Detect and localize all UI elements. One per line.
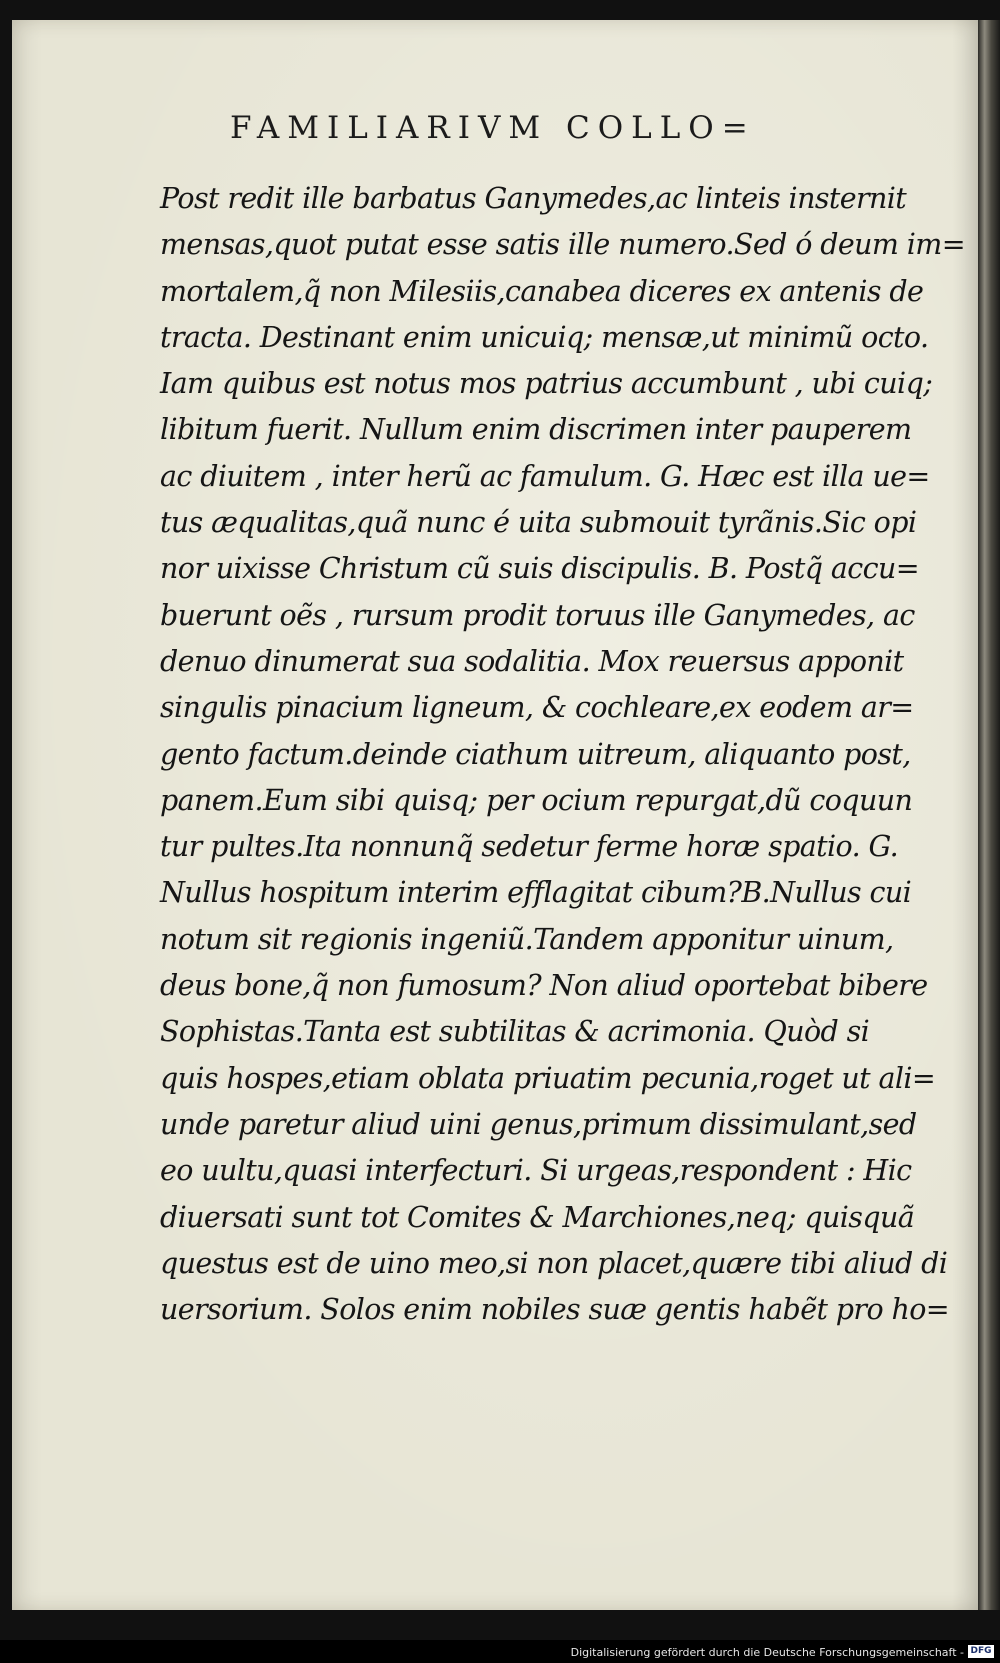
text-line: buerunt oẽs , rursum prodit toruus ille Ganymedes, ac [160,598,915,632]
text-line: singulis pinacium ligneum, & cochleare,ex eodem ar= [160,691,914,725]
text-line: unde paretur aliud uini genus,primum dissimulant,sed [160,1107,917,1141]
text-line: libitum fuerit. Nullum enim discrimen inter pauperem [160,413,912,447]
text-line: mortalem,q̃ non Milesiis,canabea diceres ex antenis de [160,274,924,308]
dfg-logo: DFG [968,1645,994,1658]
text-line: diuersati sunt tot Comites & Marchiones,neq; quisquã [160,1200,915,1234]
text-line: Post redit ille barbatus Ganymedes,ac linteis insternit [160,182,907,215]
text-line: denuo dinumerat sua sodalitia. Mox reuersus apponit [160,644,904,678]
footer-credit: Digitalisierung gefördert durch die Deutsche Forschungsgemeinschaft - [570,1646,964,1659]
text-line: deus bone,q̃ non fumosum? Non aliud oportebat bibere [160,969,928,1003]
text-line: tracta. Destinant enim unicuiq; mensæ,ut minimũ octo. [160,320,929,354]
text-line: questus est de uino meo,si non placet,quære tibi aliud di [160,1246,948,1280]
text-line: mensas,quot putat esse satis ille numero.Sed ó deum im= [160,228,965,262]
body-text [160,176,965,1333]
text-line: eo uultu,quasi interfecturi. Si urgeas,respondent : Hic [160,1154,912,1188]
text-line: Nullus hospitum interim efflagitat cibum?B.Nullus cui [160,876,912,910]
text-line: gento factum.deinde ciathum uitreum, aliquanto post, [160,737,911,771]
text-line: tur pultes.Ita nonnunq̃ sedetur ferme horæ spatio. G. [160,830,899,864]
running-head: FAMILIARIVM COLLO= [230,110,756,146]
text-line: notum sit regionis ingeniũ.Tandem apponitur uinum, [160,922,894,956]
text-line: uersorium. Solos enim nobiles suæ gentis habẽt pro ho= [160,1293,950,1327]
text-line: Iam quibus est notus mos patrius accumbunt , ubi cuiq; [160,367,933,401]
text-line: Sophistas.Tanta est subtilitas & acrimonia. Quòd si [160,1015,870,1049]
text-line: ac diuitem , inter herũ ac famulum. G. Hæc est illa ue= [160,459,930,493]
page-edge [978,20,1000,1610]
text-line: quis hospes,etiam oblata priuatim pecunia,roget ut ali= [160,1061,936,1095]
text-line: panem.Eum sibi quisq; per ocium repurgat,dũ coquun [160,783,913,817]
text-line: tus æqualitas,quã nunc é uita submouit tyrãnis.Sic opi [160,506,917,540]
text-line: nor uixisse Christum cũ suis discipulis. B. Postq̃ accu= [160,552,920,586]
